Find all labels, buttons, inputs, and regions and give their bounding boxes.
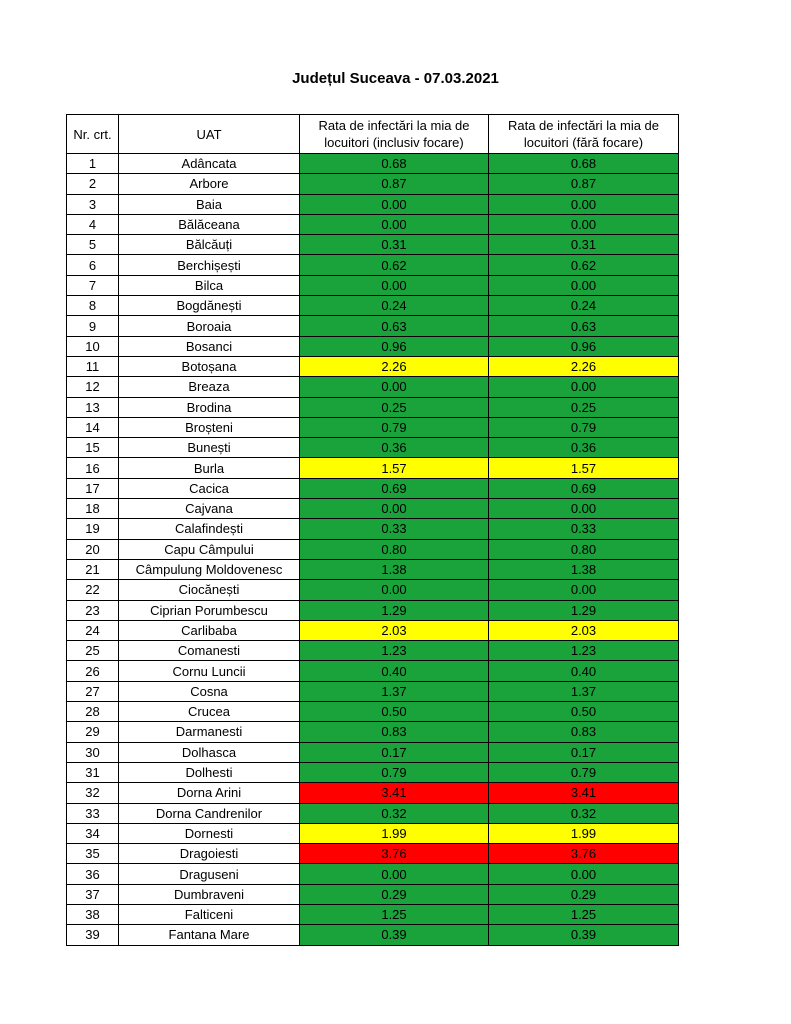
uat-name: Bălcăuți	[119, 235, 300, 255]
rate-including-outbreaks: 0.50	[300, 702, 489, 722]
rate-excluding-outbreaks: 0.00	[489, 580, 679, 600]
rate-excluding-outbreaks: 3.76	[489, 844, 679, 864]
rate-excluding-outbreaks: 0.00	[489, 194, 679, 214]
row-number: 21	[67, 559, 119, 579]
row-number: 13	[67, 397, 119, 417]
uat-name: Dornesti	[119, 823, 300, 843]
rate-excluding-outbreaks: 0.79	[489, 762, 679, 782]
rate-including-outbreaks: 1.25	[300, 904, 489, 924]
uat-name: Arbore	[119, 174, 300, 194]
row-number: 23	[67, 600, 119, 620]
table-row	[67, 823, 679, 843]
row-number: 31	[67, 762, 119, 782]
rate-including-outbreaks: 3.76	[300, 844, 489, 864]
uat-name: Cacica	[119, 478, 300, 498]
row-number: 16	[67, 458, 119, 478]
uat-name: Bunești	[119, 438, 300, 458]
rate-including-outbreaks: 1.37	[300, 681, 489, 701]
table-row	[67, 499, 679, 519]
rate-including-outbreaks: 0.25	[300, 397, 489, 417]
rate-excluding-outbreaks: 0.24	[489, 296, 679, 316]
table-row	[67, 174, 679, 194]
rate-including-outbreaks: 0.40	[300, 661, 489, 681]
table-row	[67, 519, 679, 539]
uat-name: Bălăceana	[119, 214, 300, 234]
row-number: 1	[67, 154, 119, 174]
table-row	[67, 214, 679, 234]
table-row	[67, 397, 679, 417]
uat-name: Boroaia	[119, 316, 300, 336]
table-row	[67, 762, 679, 782]
uat-name: Carlibaba	[119, 620, 300, 640]
row-number: 25	[67, 641, 119, 661]
row-number: 33	[67, 803, 119, 823]
rate-excluding-outbreaks: 0.00	[489, 864, 679, 884]
rate-including-outbreaks: 0.68	[300, 154, 489, 174]
rate-excluding-outbreaks: 0.00	[489, 499, 679, 519]
rate-including-outbreaks: 0.32	[300, 803, 489, 823]
table-row	[67, 417, 679, 437]
uat-name: Dumbraveni	[119, 884, 300, 904]
rate-including-outbreaks: 0.00	[300, 580, 489, 600]
rate-including-outbreaks: 0.69	[300, 478, 489, 498]
rate-excluding-outbreaks: 0.69	[489, 478, 679, 498]
uat-name: Dorna Candrenilor	[119, 803, 300, 823]
uat-name: Calafindești	[119, 519, 300, 539]
uat-name: Dorna Arini	[119, 783, 300, 803]
table-row	[67, 600, 679, 620]
row-number: 15	[67, 438, 119, 458]
table-body	[67, 154, 679, 946]
uat-name: Comanesti	[119, 641, 300, 661]
rate-including-outbreaks: 0.00	[300, 214, 489, 234]
uat-name: Burla	[119, 458, 300, 478]
rate-including-outbreaks: 0.87	[300, 174, 489, 194]
row-number: 9	[67, 316, 119, 336]
uat-name: Capu Câmpului	[119, 539, 300, 559]
row-number: 3	[67, 194, 119, 214]
table-row	[67, 336, 679, 356]
row-number: 18	[67, 499, 119, 519]
rate-excluding-outbreaks: 0.96	[489, 336, 679, 356]
table-row	[67, 641, 679, 661]
table-row	[67, 458, 679, 478]
rate-including-outbreaks: 2.26	[300, 356, 489, 376]
rate-including-outbreaks: 0.17	[300, 742, 489, 762]
rate-excluding-outbreaks: 0.17	[489, 742, 679, 762]
row-number: 2	[67, 174, 119, 194]
rate-including-outbreaks: 0.33	[300, 519, 489, 539]
table-row	[67, 438, 679, 458]
rate-including-outbreaks: 0.00	[300, 864, 489, 884]
table-row	[67, 275, 679, 295]
rate-including-outbreaks: 0.00	[300, 377, 489, 397]
uat-name: Darmanesti	[119, 722, 300, 742]
table-row	[67, 580, 679, 600]
table-row	[67, 559, 679, 579]
rate-excluding-outbreaks: 1.29	[489, 600, 679, 620]
uat-name: Crucea	[119, 702, 300, 722]
uat-name: Dragoiesti	[119, 844, 300, 864]
rate-including-outbreaks: 0.83	[300, 722, 489, 742]
rate-including-outbreaks: 0.79	[300, 417, 489, 437]
rate-including-outbreaks: 0.24	[300, 296, 489, 316]
header-rate-excluding-outbreaks: Rata de infectări la mia de locuitori (fără focare)	[489, 115, 679, 154]
rate-including-outbreaks: 0.96	[300, 336, 489, 356]
rate-excluding-outbreaks: 0.25	[489, 397, 679, 417]
rate-including-outbreaks: 1.99	[300, 823, 489, 843]
table-row	[67, 904, 679, 924]
table-row	[67, 377, 679, 397]
rate-excluding-outbreaks: 0.39	[489, 925, 679, 945]
row-number: 39	[67, 925, 119, 945]
row-number: 6	[67, 255, 119, 275]
table-row	[67, 681, 679, 701]
row-number: 22	[67, 580, 119, 600]
table-row	[67, 925, 679, 945]
rate-excluding-outbreaks: 1.25	[489, 904, 679, 924]
rate-including-outbreaks: 0.63	[300, 316, 489, 336]
row-number: 17	[67, 478, 119, 498]
rate-including-outbreaks: 3.41	[300, 783, 489, 803]
row-number: 29	[67, 722, 119, 742]
uat-name: Botoșana	[119, 356, 300, 376]
row-number: 5	[67, 235, 119, 255]
rate-including-outbreaks: 0.79	[300, 762, 489, 782]
uat-name: Baia	[119, 194, 300, 214]
rate-including-outbreaks: 0.62	[300, 255, 489, 275]
row-number: 4	[67, 214, 119, 234]
row-number: 36	[67, 864, 119, 884]
uat-name: Câmpulung Moldovenesc	[119, 559, 300, 579]
rate-including-outbreaks: 0.39	[300, 925, 489, 945]
rate-excluding-outbreaks: 0.36	[489, 438, 679, 458]
row-number: 12	[67, 377, 119, 397]
rate-excluding-outbreaks: 0.50	[489, 702, 679, 722]
uat-name: Broșteni	[119, 417, 300, 437]
row-number: 19	[67, 519, 119, 539]
table-row	[67, 296, 679, 316]
table-row	[67, 884, 679, 904]
rate-excluding-outbreaks: 1.57	[489, 458, 679, 478]
row-number: 11	[67, 356, 119, 376]
row-number: 34	[67, 823, 119, 843]
table-row	[67, 194, 679, 214]
row-number: 8	[67, 296, 119, 316]
rate-excluding-outbreaks: 3.41	[489, 783, 679, 803]
rate-excluding-outbreaks: 0.00	[489, 275, 679, 295]
uat-name: Bosanci	[119, 336, 300, 356]
row-number: 7	[67, 275, 119, 295]
rate-excluding-outbreaks: 0.79	[489, 417, 679, 437]
rate-including-outbreaks: 0.29	[300, 884, 489, 904]
rate-including-outbreaks: 0.31	[300, 235, 489, 255]
table-header-row	[67, 115, 679, 154]
table-row	[67, 255, 679, 275]
uat-name: Fantana Mare	[119, 925, 300, 945]
rate-including-outbreaks: 0.80	[300, 539, 489, 559]
rate-excluding-outbreaks: 0.83	[489, 722, 679, 742]
rate-including-outbreaks: 1.38	[300, 559, 489, 579]
header-uat: UAT	[119, 115, 300, 154]
row-number: 35	[67, 844, 119, 864]
rate-including-outbreaks: 0.00	[300, 194, 489, 214]
table-row	[67, 722, 679, 742]
rate-excluding-outbreaks: 0.33	[489, 519, 679, 539]
rate-excluding-outbreaks: 0.00	[489, 214, 679, 234]
uat-name: Cajvana	[119, 499, 300, 519]
rate-excluding-outbreaks: 2.26	[489, 356, 679, 376]
uat-name: Dolhesti	[119, 762, 300, 782]
row-number: 14	[67, 417, 119, 437]
uat-name: Cornu Luncii	[119, 661, 300, 681]
rate-including-outbreaks: 2.03	[300, 620, 489, 640]
table-row	[67, 803, 679, 823]
rate-including-outbreaks: 1.29	[300, 600, 489, 620]
uat-name: Falticeni	[119, 904, 300, 924]
table-row	[67, 316, 679, 336]
row-number: 28	[67, 702, 119, 722]
uat-name: Brodina	[119, 397, 300, 417]
table-row	[67, 620, 679, 640]
rate-excluding-outbreaks: 1.99	[489, 823, 679, 843]
uat-name: Dolhasca	[119, 742, 300, 762]
rate-including-outbreaks: 1.57	[300, 458, 489, 478]
rate-excluding-outbreaks: 0.40	[489, 661, 679, 681]
table-row	[67, 154, 679, 174]
header-nr: Nr. crt.	[67, 115, 119, 154]
table-row	[67, 235, 679, 255]
rate-excluding-outbreaks: 0.00	[489, 377, 679, 397]
row-number: 37	[67, 884, 119, 904]
header-rate-including-outbreaks: Rata de infectări la mia de locuitori (inclusiv focare)	[300, 115, 489, 154]
rate-including-outbreaks: 1.23	[300, 641, 489, 661]
rate-excluding-outbreaks: 2.03	[489, 620, 679, 640]
table-row	[67, 539, 679, 559]
rate-excluding-outbreaks: 0.31	[489, 235, 679, 255]
row-number: 32	[67, 783, 119, 803]
table-row	[67, 356, 679, 376]
rate-excluding-outbreaks: 1.38	[489, 559, 679, 579]
uat-name: Bogdănești	[119, 296, 300, 316]
uat-name: Berchișești	[119, 255, 300, 275]
table-row	[67, 478, 679, 498]
uat-name: Breaza	[119, 377, 300, 397]
uat-name: Bilca	[119, 275, 300, 295]
rate-excluding-outbreaks: 0.62	[489, 255, 679, 275]
table-row	[67, 844, 679, 864]
rate-including-outbreaks: 0.00	[300, 275, 489, 295]
uat-name: Cosna	[119, 681, 300, 701]
rate-excluding-outbreaks: 0.29	[489, 884, 679, 904]
row-number: 24	[67, 620, 119, 640]
rate-excluding-outbreaks: 0.32	[489, 803, 679, 823]
infection-rate-table	[66, 114, 679, 946]
table-row	[67, 661, 679, 681]
row-number: 30	[67, 742, 119, 762]
uat-name: Adâncata	[119, 154, 300, 174]
row-number: 26	[67, 661, 119, 681]
rate-excluding-outbreaks: 0.87	[489, 174, 679, 194]
table-row	[67, 864, 679, 884]
rate-excluding-outbreaks: 1.37	[489, 681, 679, 701]
page-title: Județul Suceava - 07.03.2021	[292, 70, 499, 87]
row-number: 38	[67, 904, 119, 924]
table-row	[67, 702, 679, 722]
table-row	[67, 742, 679, 762]
rate-including-outbreaks: 0.36	[300, 438, 489, 458]
rate-excluding-outbreaks: 0.80	[489, 539, 679, 559]
rate-excluding-outbreaks: 0.68	[489, 154, 679, 174]
rate-including-outbreaks: 0.00	[300, 499, 489, 519]
row-number: 27	[67, 681, 119, 701]
uat-name: Draguseni	[119, 864, 300, 884]
table-row	[67, 783, 679, 803]
row-number: 20	[67, 539, 119, 559]
uat-name: Ciprian Porumbescu	[119, 600, 300, 620]
uat-name: Ciocănești	[119, 580, 300, 600]
rate-excluding-outbreaks: 0.63	[489, 316, 679, 336]
rate-excluding-outbreaks: 1.23	[489, 641, 679, 661]
row-number: 10	[67, 336, 119, 356]
